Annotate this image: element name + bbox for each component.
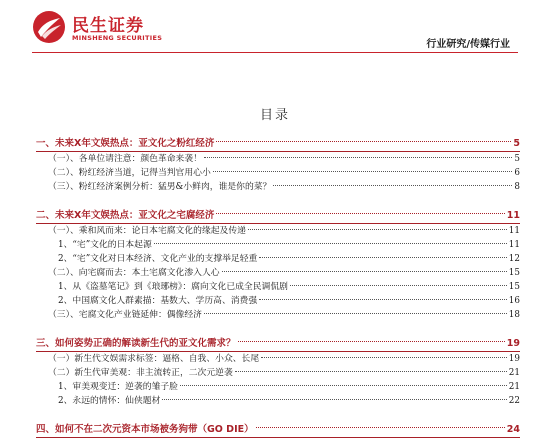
- toc-leader-dots: [248, 229, 507, 230]
- company-logo: [32, 10, 162, 50]
- toc-leader-dots: [235, 371, 507, 372]
- toc-leader-dots: [204, 313, 507, 314]
- toc-leader-dots: [204, 157, 512, 158]
- toc-page-number: 21: [508, 368, 520, 378]
- toc-page-number: 11: [508, 240, 520, 250]
- toc-page-number: 5: [513, 138, 520, 149]
- toc-entry-level-3[interactable]: [36, 238, 520, 252]
- toc-entry-text: （一）新生代文娱需求标签：逼格、自我、小众、长尾: [48, 354, 260, 364]
- header-divider: [32, 52, 518, 53]
- toc-entry-level-1[interactable]: [36, 136, 520, 152]
- toc-entry-level-2[interactable]: [36, 308, 520, 322]
- toc-entry-level-3[interactable]: [36, 252, 520, 266]
- toc-entry-level-2[interactable]: [36, 166, 520, 180]
- toc-entry-text: （二）、向宅腐而去：本土宅腐文化渗入人心: [48, 268, 220, 278]
- toc-entry-text: 四、如何不在二次元资本市场被务狗带（GO DIE）: [36, 424, 254, 435]
- toc-entry-level-3[interactable]: [36, 380, 520, 394]
- toc-page-number: 11: [506, 210, 520, 221]
- toc-entry-text: 1、从《盗墓笔记》到《琅琊榜》：腐向文化已成全民调侃剧: [58, 282, 288, 292]
- report-category: 行业研究/传媒行业: [426, 39, 510, 50]
- toc-leader-dots: [273, 185, 512, 186]
- toc-entry-level-3[interactable]: [36, 394, 520, 408]
- toc-page-number: 15: [508, 268, 520, 278]
- toc-entry-text: （三）、宅腐文化产业链延伸：偶像经济: [48, 310, 202, 320]
- company-name-en: MINSHENG SECURITIES: [72, 34, 163, 42]
- toc-page-number: 15: [508, 282, 520, 292]
- toc-leader-dots: [261, 357, 507, 358]
- toc-entry-text: （二）新生代审美观：非主流转正，二次元逆袭: [48, 368, 233, 378]
- section-gap: [36, 194, 520, 200]
- toc-entry-level-3[interactable]: [36, 280, 520, 294]
- toc-page-number: 19: [506, 338, 520, 349]
- toc-page-number: 8: [514, 182, 520, 192]
- toc-leader-dots: [213, 171, 513, 172]
- toc-entry-text: （一）、各单位请注意：颜色革命来袭！: [48, 154, 202, 164]
- toc-entry-level-2[interactable]: [36, 352, 520, 366]
- toc-entry-text: 三、如何姿势正确的解读新生代的亚文化需求？: [36, 338, 236, 349]
- toc-entry-text: 1、审美观变迁：逆袭的雏子脸: [58, 382, 178, 392]
- toc-leader-dots: [216, 213, 504, 214]
- toc-page-number: 18: [508, 310, 520, 320]
- toc-entry-text: 1、“宅”文化的日本起源: [58, 240, 152, 250]
- toc-entry-level-1[interactable]: [36, 422, 520, 438]
- toc-entry-level-2[interactable]: [36, 180, 520, 194]
- toc-leader-dots: [180, 385, 507, 386]
- toc-page-number: 5: [514, 154, 520, 164]
- toc-leader-dots: [154, 243, 507, 244]
- toc-entry-text: 2、永远的情怀：仙侠题材: [58, 396, 161, 406]
- toc-page-number: 6: [514, 168, 520, 178]
- toc-leader-dots: [256, 427, 505, 428]
- section-gap: [36, 322, 520, 328]
- toc-leader-dots: [216, 141, 511, 142]
- toc-entry-level-1[interactable]: [36, 208, 520, 224]
- toc-page-number: 22: [508, 396, 520, 406]
- toc-page-number: 21: [508, 382, 520, 392]
- toc-entry-text: （二）、粉红经济当道，记得当判官用心小: [48, 168, 211, 178]
- toc-entry-text: 2、“宅”文化对日本经济、文化产业的支撑举足轻重: [58, 254, 258, 264]
- toc-title: 目录: [259, 108, 290, 123]
- toc-entry-level-2[interactable]: [36, 224, 520, 238]
- toc-entry-level-2[interactable]: [36, 366, 520, 380]
- toc-entry-level-3[interactable]: [36, 294, 520, 308]
- toc-leader-dots: [238, 341, 505, 342]
- toc-entry-text: 二、未来X年文娱热点：亚文化之宅腐经济: [36, 210, 215, 221]
- page-header: [0, 0, 550, 58]
- toc-leader-dots: [222, 271, 507, 272]
- minsheng-logo-icon: [32, 10, 66, 44]
- toc-entry-text: 一、未来X年文娱热点：亚文化之粉红经济: [36, 138, 215, 149]
- toc-entry-text: （三）、粉红经济案例分析：猛男&小鲜肉，谁是你的菜？: [48, 182, 272, 192]
- toc-leader-dots: [162, 399, 506, 400]
- company-name-cn: 民生证券: [72, 16, 144, 36]
- toc-entry-level-2[interactable]: [36, 152, 520, 166]
- toc-entry-text: 2、中国腐文化人群素描：基数大、学历高、消费强: [58, 296, 258, 306]
- toc-page-number: 16: [508, 296, 520, 306]
- table-of-contents: [36, 128, 520, 438]
- toc-entry-level-1[interactable]: [36, 336, 520, 352]
- section-gap: [36, 408, 520, 414]
- toc-page-number: 19: [508, 354, 520, 364]
- toc-entry-text: （一）、乘和风而来：论日本宅腐文化的缘起及传递: [48, 226, 246, 236]
- toc-page-number: 12: [508, 254, 520, 264]
- toc-leader-dots: [290, 285, 507, 286]
- toc-leader-dots: [259, 257, 506, 258]
- toc-leader-dots: [259, 299, 507, 300]
- toc-entry-level-2[interactable]: [36, 266, 520, 280]
- toc-page-number: 24: [506, 424, 520, 435]
- toc-page-number: 11: [508, 226, 520, 236]
